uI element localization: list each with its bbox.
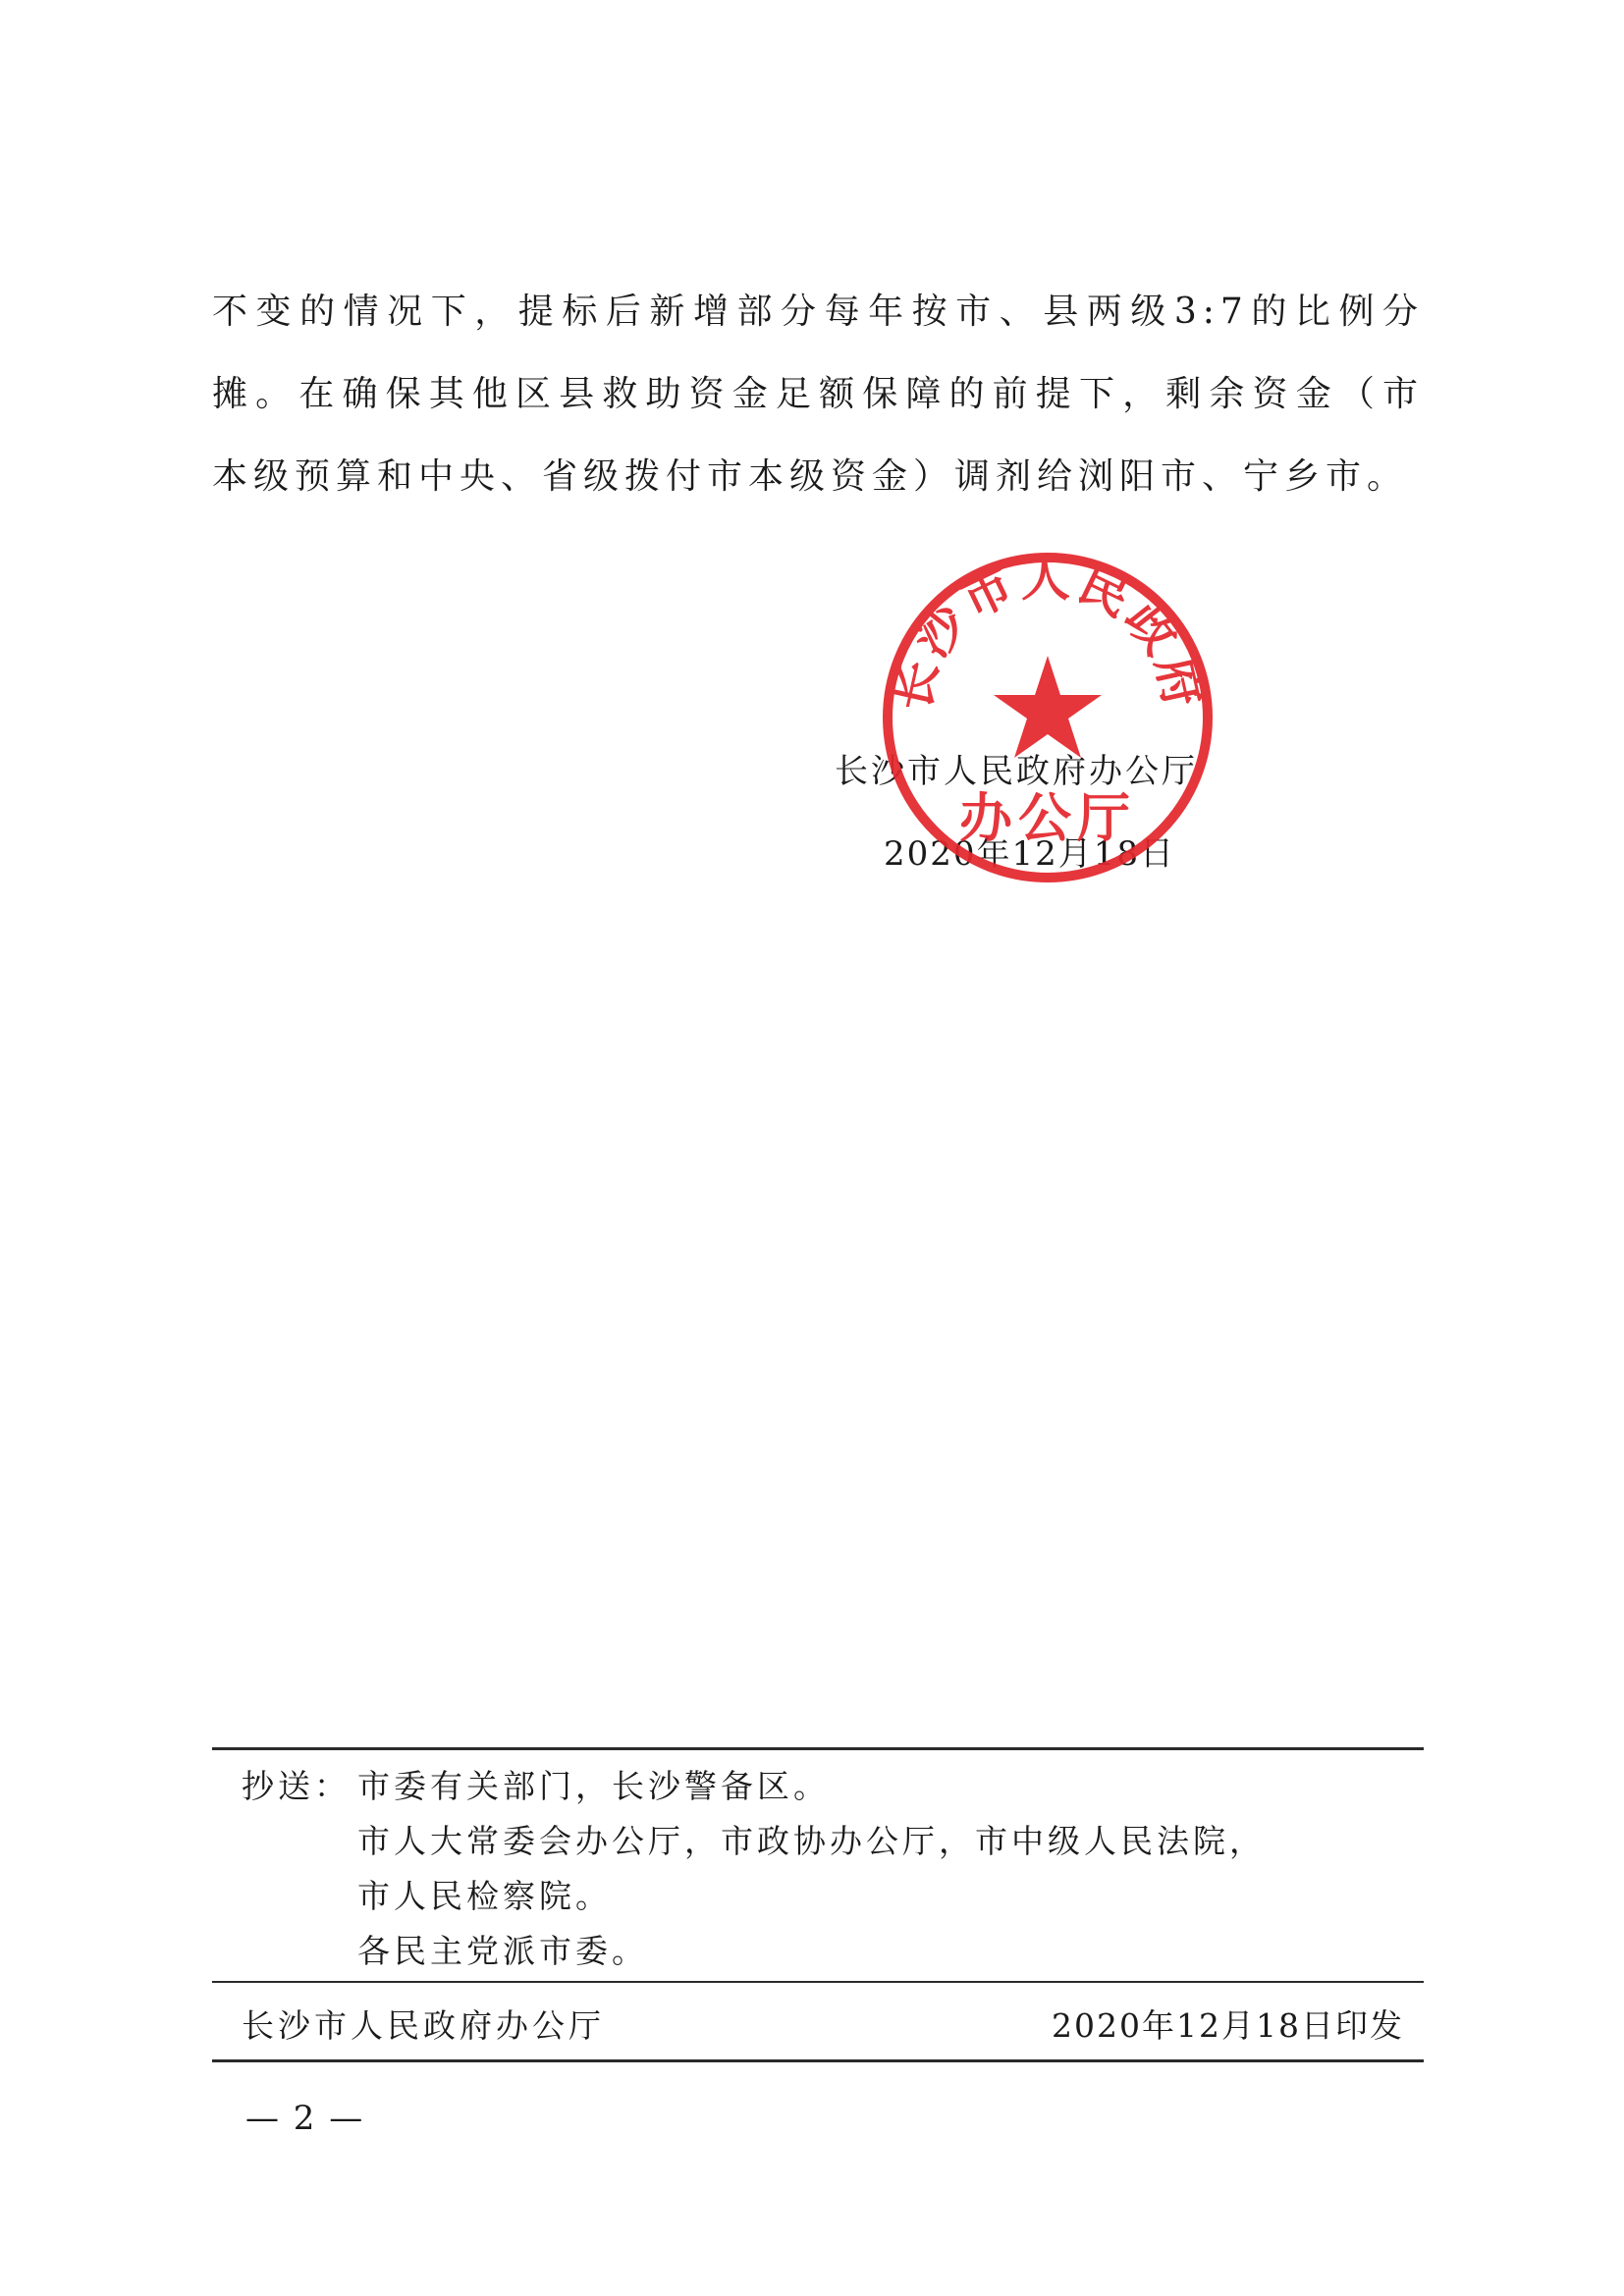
seal-ring-text: 长沙市人民政府: [883, 550, 1213, 717]
cc-label: 抄送：: [242, 1767, 351, 1805]
official-seal: [880, 550, 1216, 885]
cc-recipient-line: 市人民检察院。: [357, 1877, 612, 1915]
footer-issuer: 长沙市人民政府办公厅: [242, 2006, 605, 2045]
signature-date: 2020年12月18日: [884, 834, 1176, 874]
page-number: — 2 —: [245, 2099, 365, 2138]
cc-bottom-rule: [212, 1981, 1424, 1983]
body-paragraph: [212, 271, 1424, 518]
footer-bottom-rule: [212, 2059, 1424, 2062]
body-line: 不变的情况下，提标后新增部分每年按市、县两级3:7的比例分: [212, 292, 1424, 332]
cc-recipients: [357, 1759, 1437, 1979]
cc-recipient-line: 各民主党派市委。: [357, 1932, 648, 1970]
body-line: 摊。在确保其他区县救助资金足额保障的前提下，剩余资金（市: [212, 374, 1424, 414]
seal-inner-text: 办公厅: [959, 787, 1136, 849]
cc-top-rule: [212, 1747, 1424, 1750]
cc-recipient-line: 市人大常委会办公厅，市政协办公厅，市中级人民法院，: [357, 1822, 1266, 1860]
star-icon: [994, 656, 1102, 758]
cc-recipient-line: 市委有关部门，长沙警备区。: [357, 1767, 830, 1805]
body-line: 本级预算和中央、省级拨付市本级资金）调剂给浏阳市、宁乡市。: [212, 456, 1409, 497]
footer-issue-date: 2020年12月18日印发: [1052, 2006, 1404, 2045]
signature-organization: 长沙市人民政府办公厅: [835, 752, 1198, 791]
